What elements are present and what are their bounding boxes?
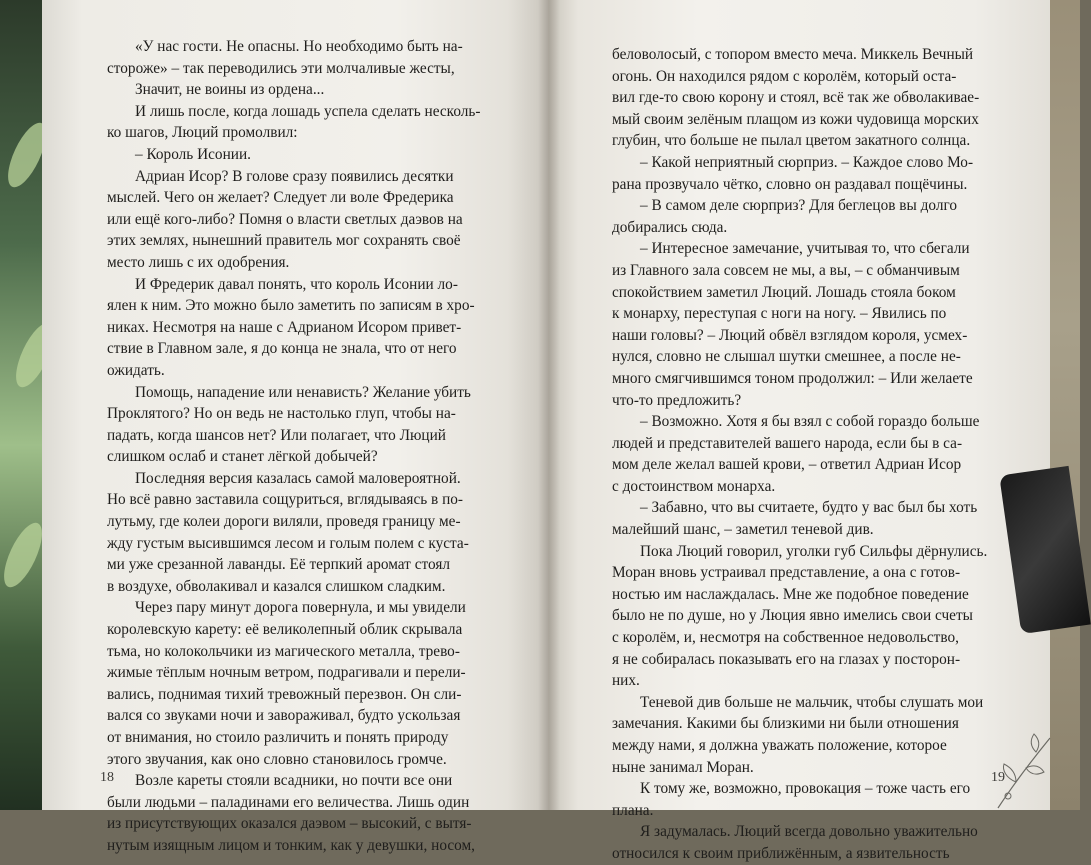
text-line: из Главного зала совсем не мы, а вы, – с обманчивым	[612, 261, 960, 279]
text-line: глубин, что больше не пылал цветом закатного солнца.	[612, 132, 971, 150]
text-line: этого звучания, как оно словно становилось громче.	[107, 750, 447, 768]
text-line: огонь. Он находился рядом с королём, который оста-	[612, 67, 957, 85]
open-book	[30, 0, 1050, 862]
text-line: Последняя версия казалась самой маловероятной.	[135, 469, 461, 487]
text-line: Возле кареты стояли всадники, но почти все они	[135, 772, 453, 790]
text-line: спокойствием заметил Люций. Лошадь стояла боком	[612, 283, 956, 301]
text-line: вались, поднимая тихий тревожный перезвон. Он сли-	[107, 685, 462, 703]
text-line: королевскую карету: её великолепный облик скрывала	[107, 621, 463, 639]
text-line: замечания. Какими бы близкими ни были отношения	[612, 715, 959, 733]
text-line: Значит, не воины из ордена...	[135, 81, 325, 99]
text-line: И лишь после, когда лошадь успела сделать несколь-	[135, 102, 481, 120]
text-line: Но всё равно заставила сощуриться, вглядываясь в по-	[107, 491, 464, 509]
right-page-text	[612, 44, 1027, 865]
text-line: мый своим зелёным плащом из кожи чудовища морских	[612, 110, 979, 128]
text-line: беловолосый, с топором вместо меча. Миккель Вечный	[612, 46, 974, 63]
right-page-number: 19	[991, 770, 1005, 785]
text-line: стороже» – так переводились эти молчаливые жесты,	[107, 59, 455, 77]
text-line: нутым изящным лицом и тонким, как у девушки, носом,	[107, 836, 476, 854]
book-gutter	[538, 0, 560, 810]
right-page	[548, 0, 1050, 862]
text-line: ожидать.	[107, 361, 165, 379]
text-line: – В самом деле сюрприз? Для беглецов вы долго	[640, 197, 957, 215]
text-line: людей и представителей вашего народа, если бы в са-	[612, 434, 963, 452]
text-line: – Интересное замечание, учитывая то, что сбегали	[640, 240, 970, 258]
text-line: плана.	[612, 801, 654, 819]
text-line: – Король Исонии.	[135, 145, 251, 163]
text-line: – Забавно, что вы считаете, будто у вас был бы хоть	[640, 499, 978, 517]
text-line: с достоинством монарха.	[612, 477, 776, 495]
text-line: много смягчившимся тоном продолжил: – Или желаете	[612, 369, 973, 387]
text-line: Моран вновь устраивал представление, а она с готов-	[612, 564, 961, 582]
text-line: жимые тёплым ночным ветром, подрагивали и перели-	[107, 664, 466, 682]
text-line: наши головы? – Люций обвёл взглядом короля, усмех-	[612, 326, 968, 344]
text-line: Адриан Исор? В голове сразу появились десятки	[135, 167, 454, 185]
text-line: них.	[612, 672, 640, 690]
text-line: вался со звуками ночи и завораживал, будто ускользая	[107, 707, 461, 725]
left-page-number: 18	[100, 770, 114, 785]
text-line: И Фредерик давал понять, что король Исонии ло-	[135, 275, 458, 293]
text-line: Помощь, нападение или ненависть? Желание убить	[135, 383, 471, 401]
text-line: мом деле желал вашей крови, – ответил Адриан Исор	[612, 456, 962, 474]
text-line: было не по душе, но у Люция явно имелись свои счеты	[612, 607, 973, 625]
text-line: жду густым высившимся лесом и голым полем с куста-	[107, 534, 469, 552]
floral-ornament-icon	[988, 730, 1058, 810]
text-line: из присутствующих оказался даэвом – высокий, с вытя-	[107, 815, 472, 833]
text-line: что-то предложить?	[612, 391, 742, 409]
text-line: мыслей. Чего он желает? Следует ли воле Фредерика	[107, 189, 454, 207]
text-line: рана прозвучало чётко, словно он раздавал пощёчины.	[612, 175, 968, 193]
text-line: от внимания, но стоило различить и понять природу	[107, 729, 449, 746]
text-line: добирались сюда.	[612, 218, 728, 236]
text-line: никах. Несмотря на наше с Адрианом Исором привет-	[107, 318, 462, 336]
text-line: между нами, я должна уважать положение, которое	[612, 737, 947, 754]
text-line: вил где-то свою корону и стоял, всё так же обволакивае-	[612, 89, 980, 107]
text-line: ствие в Главном зале, я до конца не знала, что от него	[107, 340, 457, 358]
text-line: Проклятого? Но он ведь не настолько глуп, чтобы на-	[107, 405, 456, 423]
text-line: в воздухе, обволакивал и казался слишком сладким.	[107, 577, 446, 595]
text-line: ныне занимал Моран.	[612, 758, 754, 776]
text-line: лутьму, где колеи дороги виляли, проведя границу ме-	[107, 513, 461, 531]
text-line: я не собиралась показывать его на глазах у посторон-	[612, 650, 961, 668]
text-line: с королём, и, несмотря на собственное недовольство,	[612, 629, 959, 647]
text-line: ялен к ним. Это можно было заметить по записям в хро-	[107, 297, 475, 315]
text-line: нулся, словно не слышал шутки смешнее, а после не-	[612, 348, 961, 366]
text-line: Пока Люций говорил, уголки губ Сильфы дёрнулись.	[640, 542, 988, 560]
text-line: малейший шанс, – заметил теневой див.	[612, 521, 874, 539]
text-line: Я задумалась. Люций всегда довольно уважительно	[640, 823, 978, 841]
text-line: ко шагов, Люций промолвил:	[107, 124, 298, 142]
text-line: тьма, но колокольчики из магического металла, трево-	[107, 642, 460, 660]
text-line: Через пару минут дорога повернула, и мы увидели	[135, 599, 466, 617]
text-line: слишком ослаб и станет лёгкой добычей?	[107, 448, 378, 466]
text-line: падать, когда шансов нет? Или полагает, что Люций	[107, 426, 446, 444]
text-line: ностью им наслаждалась. Мне же подобное поведение	[612, 585, 969, 603]
text-line: Теневой див больше не мальчик, чтобы слушать мои	[640, 693, 984, 711]
text-line: были людьми – паладинами его величества. Лишь один	[107, 793, 470, 811]
text-line: «У нас гости. Не опасны. Но необходимо быть на-	[135, 38, 463, 55]
text-line: этих землях, нынешний правитель мог сохранять своё	[107, 232, 461, 250]
text-line: к монарху, переступая с ноги на ногу. – Явились по	[612, 305, 947, 323]
text-line: ми уже срезанной лаванды. Её терпкий аромат стоял	[107, 556, 450, 574]
text-line: – Возможно. Хотя я бы взял с собой гораздо больше	[640, 413, 980, 431]
left-page	[42, 0, 548, 854]
left-page-text	[107, 36, 527, 857]
text-line: место лишь с их одобрения.	[107, 253, 290, 271]
text-line: или ещё кого-либо? Помня о власти светлых даэвов на	[107, 210, 463, 228]
text-line: К тому же, возможно, провокация – тоже часть его	[640, 780, 971, 798]
text-line: – Какой неприятный сюрприз. – Каждое слово Мо-	[640, 153, 974, 171]
text-line: относился к своим приближённым, а язвительность	[612, 844, 950, 862]
